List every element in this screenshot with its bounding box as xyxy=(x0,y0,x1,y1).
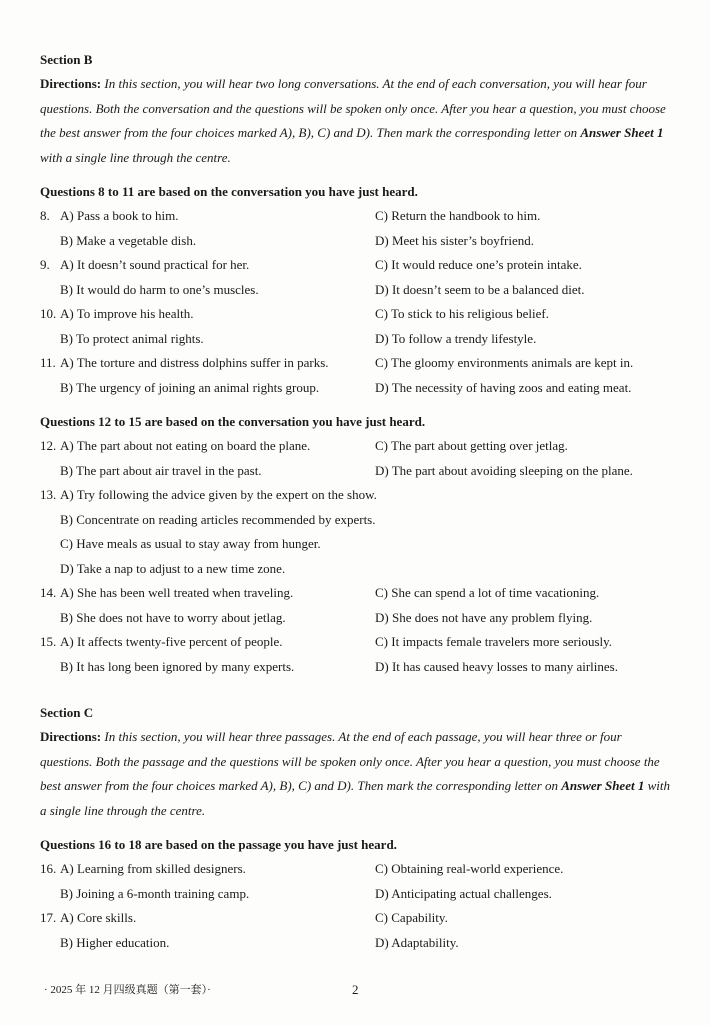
exam-page xyxy=(40,48,672,955)
question-row xyxy=(40,278,672,303)
question-number: 11. xyxy=(40,355,56,371)
option-b: B) To protect animal rights. xyxy=(60,330,204,346)
question-number: 16. xyxy=(40,861,57,877)
option-d: D) Adaptability. xyxy=(375,934,459,950)
option-a: A) The part about not eating on board the plane. xyxy=(60,438,311,454)
option-a: A) Pass a book to him. xyxy=(60,208,179,224)
question-row xyxy=(40,906,672,931)
group-heading-12-15: Questions 12 to 15 are based on the conversation you have just heard. xyxy=(40,414,426,429)
option-b: B) Make a vegetable dish. xyxy=(60,232,197,248)
option-c: C) It impacts female travelers more seriously. xyxy=(375,634,613,650)
option-d: D) The necessity of having zoos and eating meat. xyxy=(375,379,632,395)
option-d: D) It has caused heavy losses to many airlines. xyxy=(375,658,618,674)
question-row xyxy=(40,434,672,459)
question-row xyxy=(40,351,672,376)
exam-source-label: · 2025 年 12 月四级真题（第一套）· xyxy=(44,984,211,996)
option-a: A) Try following the advice given by the expert on the show. xyxy=(60,487,377,503)
option-d: D) Meet his sister’s boyfriend. xyxy=(375,232,534,248)
option-d: D) The part about avoiding sleeping on the plane. xyxy=(375,462,633,478)
option-b: B) It would do harm to one’s muscles. xyxy=(60,281,259,297)
question-number: 17. xyxy=(40,910,57,926)
question-number: 14. xyxy=(40,585,57,601)
directions-text: In this section, you will hear two long conversations. At the end of each conversation, you will hear four questions. Both the conversation and the questions will be spoken only once. After you hear a question, you must choose the best answer from the four choices marked A), B), C) and D). Then mark the corresponding letter on xyxy=(40,76,666,140)
option-a: A) She has been well treated when traveling. xyxy=(60,585,294,601)
question-row xyxy=(40,581,672,606)
option-b: B) She does not have to worry about jetlag. xyxy=(60,609,286,625)
option-a: A) The torture and distress dolphins suffer in parks. xyxy=(60,355,329,371)
group-heading-8-11: Questions 8 to 11 are based on the conversation you have just heard. xyxy=(40,184,418,199)
option-c: C) The part about getting over jetlag. xyxy=(375,438,568,454)
question-row xyxy=(40,655,672,680)
section-b-title: Section B xyxy=(40,52,93,67)
question-row xyxy=(40,606,672,631)
option-c: C) To stick to his religious belief. xyxy=(375,306,549,322)
option-c: C) Capability. xyxy=(375,910,448,926)
option-b: B) The part about air travel in the past. xyxy=(60,462,262,478)
option-d: D) Take a nap to adjust to a new time zone. xyxy=(60,560,286,576)
option-b: B) The urgency of joining an animal rights group. xyxy=(60,379,320,395)
question-row xyxy=(40,532,672,557)
option-a: A) It doesn’t sound practical for her. xyxy=(60,257,250,273)
question-row xyxy=(40,857,672,882)
question-row xyxy=(40,459,672,484)
question-row xyxy=(40,327,672,352)
question-row xyxy=(40,882,672,907)
question-row xyxy=(40,931,672,956)
option-b: B) It has long been ignored by many experts. xyxy=(60,658,295,674)
directions-text: In this section, you will hear three passages. At the end of each passage, you will hear three or four questions. Both the passage and the questions will be spoken only once. After you hear a question, you must choose the best answer from the four choices marked A), B), C) and D). Then mark the corresponding letter on xyxy=(40,729,660,793)
option-c: C) Obtaining real-world experience. xyxy=(375,861,564,877)
question-row xyxy=(40,229,672,254)
question-row xyxy=(40,508,672,533)
option-a: A) Learning from skilled designers. xyxy=(60,861,246,877)
option-a: A) Core skills. xyxy=(60,910,137,926)
option-c: C) Have meals as usual to stay away from hunger. xyxy=(60,536,321,552)
question-number: 15. xyxy=(40,634,57,650)
answer-sheet-ref: Answer Sheet 1 xyxy=(561,778,645,793)
option-c: C) Return the handbook to him. xyxy=(375,208,541,224)
question-row xyxy=(40,483,672,508)
section-c-title: Section C xyxy=(40,705,94,720)
option-d: D) Anticipating actual challenges. xyxy=(375,885,552,901)
option-b: B) Concentrate on reading articles recommended by experts. xyxy=(60,511,376,527)
option-b: B) Higher education. xyxy=(60,934,170,950)
directions-end: with a single line through the centre. xyxy=(40,149,231,165)
directions-label: Directions: xyxy=(40,76,102,91)
question-number: 9. xyxy=(40,257,50,273)
question-row xyxy=(40,302,672,327)
option-c: C) The gloomy environments animals are kept in. xyxy=(375,355,634,371)
question-row xyxy=(40,630,672,655)
directions-label: Directions: xyxy=(40,729,102,744)
question-number: 8. xyxy=(40,208,50,224)
question-row xyxy=(40,376,672,401)
option-c: C) She can spend a lot of time vacationing. xyxy=(375,585,600,601)
group-heading-16-18: Questions 16 to 18 are based on the passage you have just heard. xyxy=(40,837,397,852)
option-d: D) To follow a trendy lifestyle. xyxy=(375,330,537,346)
question-number: 10. xyxy=(40,306,57,322)
option-d: D) She does not have any problem flying. xyxy=(375,609,593,625)
question-row xyxy=(40,557,672,582)
section-b-directions xyxy=(40,72,672,170)
page-number: 2 xyxy=(352,982,359,997)
question-row xyxy=(40,253,672,278)
question-number: 13. xyxy=(40,487,57,503)
option-c: C) It would reduce one’s protein intake. xyxy=(375,257,582,273)
option-d: D) It doesn’t seem to be a balanced diet. xyxy=(375,281,585,297)
option-b: B) Joining a 6-month training camp. xyxy=(60,885,250,901)
directions-end: with a single line through the centre. xyxy=(40,778,670,818)
option-a: A) To improve his health. xyxy=(60,306,194,322)
answer-sheet-ref: Answer Sheet 1 xyxy=(580,125,664,140)
option-a: A) It affects twenty-five percent of people. xyxy=(60,634,283,650)
question-row xyxy=(40,204,672,229)
question-number: 12. xyxy=(40,438,57,454)
section-c-directions xyxy=(40,725,672,823)
